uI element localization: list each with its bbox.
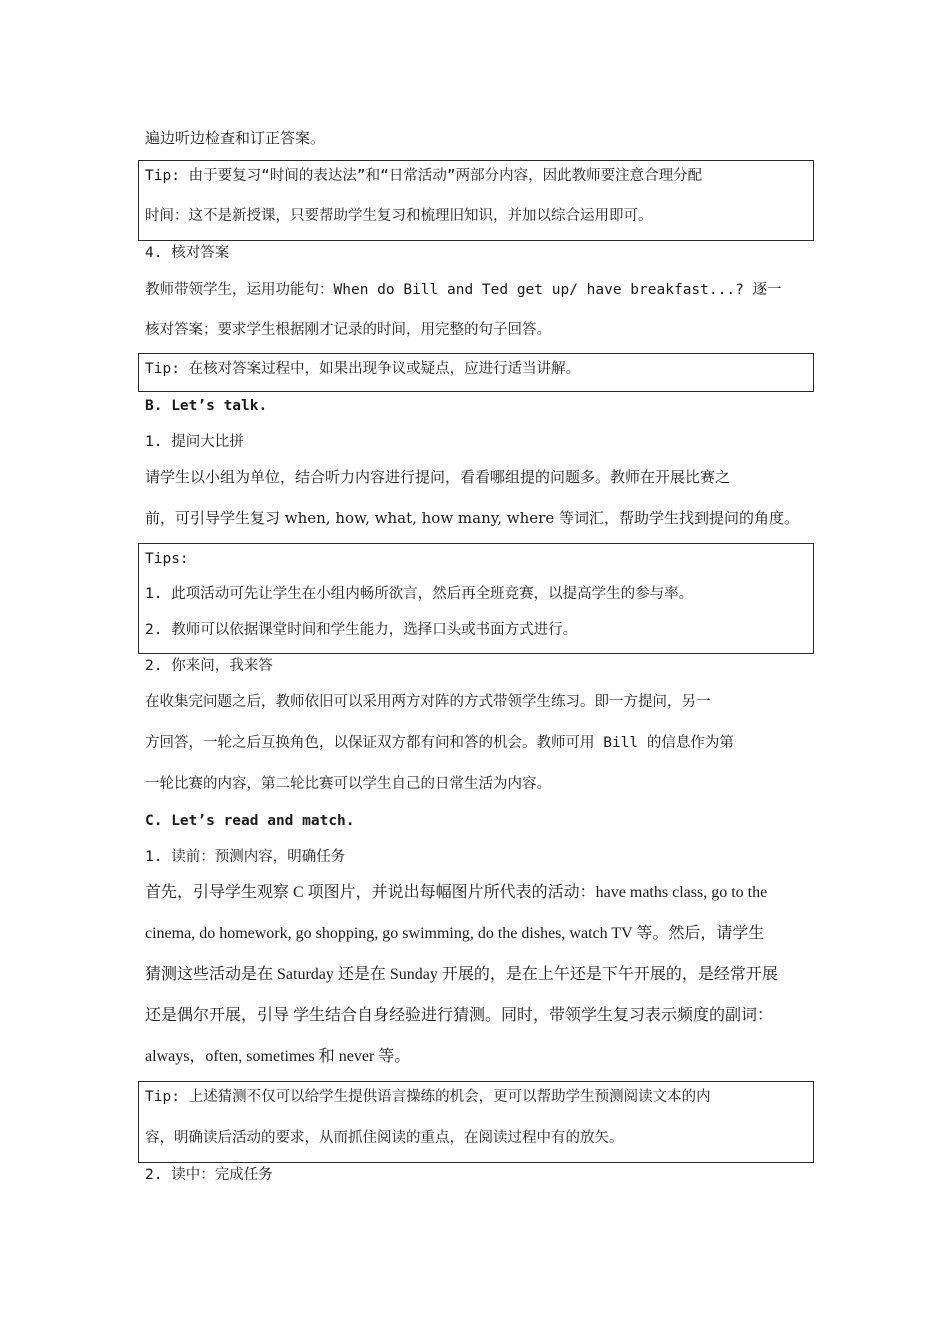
tip-box (138, 353, 814, 392)
paragraph-line: always，often, sometimes 和 never 等。 (145, 1048, 411, 1065)
tip-line: Tip: 上述猜测不仅可以给学生提供语言操练的机会，更可以帮助学生预测阅读文本的内 (145, 1089, 711, 1105)
section-heading-b: B. Let’s talk. (145, 398, 268, 414)
paragraph-line: 首先，引导学生观察 C 项图片，并说出每幅图片所代表的活动：have maths class, go to the (145, 884, 768, 901)
tip-line: 容，明确读后活动的要求，从而抓住阅读的重点，在阅读过程中有的放矢。 (145, 1130, 624, 1146)
paragraph-line: 遍边听边检查和订正答案。 (145, 129, 326, 147)
tips-title: Tips: (145, 551, 189, 567)
step-heading: 1. 读前：预测内容，明确任务 (145, 849, 346, 865)
paragraph-line: 在收集完问题之后，教师依旧可以采用两方对阵的方式带领学生练习。即一方提问，另一 (145, 694, 711, 710)
step-heading: 4. 核对答案 (145, 245, 230, 261)
paragraph-line: 一轮比赛的内容，第二轮比赛可以学生自己的日常生活为内容。 (145, 776, 551, 792)
paragraph-line: 前，可引导学生复习 when, how, what, how many, where 等词汇，帮助学生找到提问的角度。 (145, 509, 799, 527)
tip-line: Tip: 在核对答案过程中，如果出现争议或疑点，应进行适当讲解。 (145, 361, 581, 377)
tips-box (138, 543, 814, 654)
step-heading: 2. 你来问，我来答 (145, 658, 273, 674)
paragraph-line: cinema, do homework, go shopping, go swimming, do the dishes, watch TV 等。然后，请学生 (145, 925, 765, 942)
tip-box (138, 1081, 814, 1163)
paragraph-line: 还是偶尔开展，引导 学生结合自身经验进行猜测。同时，带领学生复习表示频度的副词： (145, 1007, 774, 1024)
paragraph-line: 请学生以小组为单位，结合听力内容进行提问，看看哪组提的问题多。教师在开展比赛之 (145, 468, 731, 486)
step-heading: 1. 提问大比拼 (145, 434, 244, 450)
tip-box (138, 160, 814, 241)
tips-item: 1. 此项活动可先让学生在小组内畅所欲言，然后再全班竞赛，以提高学生的参与率。 (145, 586, 694, 602)
paragraph-line: 教师带领学生，运用功能句：When do Bill and Ted get up/ have breakfast...? 逐一 (145, 282, 782, 298)
step-heading: 2. 读中：完成任务 (145, 1167, 273, 1183)
tip-line: 时间：这不是新授课，只要帮助学生复习和梳理旧知识，并加以综合运用即可。 (145, 208, 653, 224)
paragraph-line: 核对答案；要求学生根据刚才记录的时间，用完整的句子回答。 (145, 322, 551, 338)
tips-item: 2. 教师可以依据课堂时间和学生能力，选择口头或书面方式进行。 (145, 622, 578, 638)
tip-line: Tip: 由于要复习“时间的表达法”和“日常活动”两部分内容，因此教师要注意合理分配 (145, 168, 703, 184)
paragraph-line: 猜测这些活动是在 Saturday 还是在 Sunday 开展的，是在上午还是下午开展的，是经常开展 (145, 966, 778, 983)
section-heading-c: C. Let’s read and match. (145, 813, 355, 829)
paragraph-line: 方回答，一轮之后互换角色，以保证双方都有问和答的机会。教师可用 Bill 的信息作为第 (145, 735, 734, 751)
